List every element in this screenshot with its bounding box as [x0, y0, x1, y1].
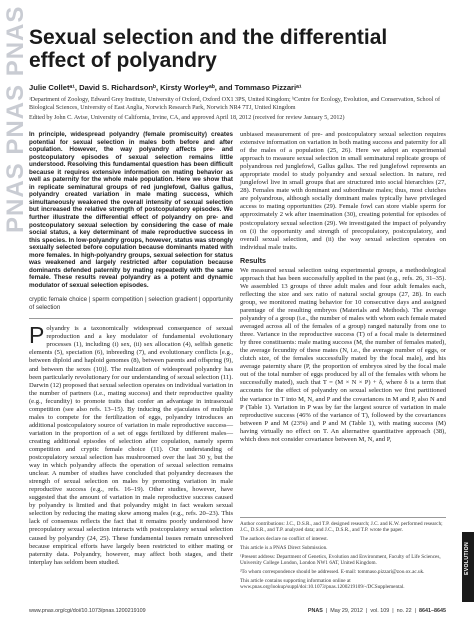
citation-info: PNAS | May 29, 2012 | vol. 109 | no. 22 | 8641–8645 — [307, 608, 446, 614]
doi-link[interactable]: www.pnas.org/cgi/doi/10.1073/pnas.1200219109 — [29, 608, 146, 614]
footnote[interactable]: This article contains supporting information online at www.pnas.org/lookup/suppl/doi:10.1073/pnas.1200219109/-/DCSupplemental. — [240, 577, 405, 590]
paper-title: Sexual selection and the differential effect of polyandry — [29, 26, 388, 72]
affiliations: ᵃDepartment of Zoology, Edward Grey Institute, University of Oxford, Oxford OX1 3PS, United Kingdom; ᵇCentre for Ecology, Evolution, and Conservation, School of Biological Sciences, University of East Anglia, Norwich Research Park, Norwich NR4 7TJ, United Kingdom — [29, 97, 440, 111]
edited-by-note: Edited by John C. Avise, University of California, Irvine, CA, and approved April 18, 2012 (received for review January 5, 2012) — [29, 115, 345, 121]
author-list: Julie Colletᵃ¹, David S. Richardsonᵇ, Kirsty Worleyᵃᵇ, and Tommaso Pizzariᵃ¹ — [29, 83, 302, 92]
issue-number: no. 22 — [396, 608, 412, 614]
footnote: This article is a PNAS Direct Submission. — [240, 544, 328, 551]
section-tab-label: EVOLUTION — [464, 542, 470, 575]
left-column — [29, 131, 233, 567]
footnote: Author contributions: J.C., D.S.R., and T.P. designed research; J.C. and K.W. performed research; J.C., D.S.R., and T.P. analyzed data; and J.C., D.S.R., and T.P. wrote the paper. — [240, 521, 443, 534]
journal-side-band — [0, 0, 29, 635]
abstract: In principle, widespread polyandry (female promiscuity) creates potential for sexual selection in males both before and after copulation. However, the way polyandry affects pre- and postcopulatory episodes of sexual selection remains little understood. Resolving this fundamental question has been difficult because it requires extensive information on mating behavior as well as paternity for the whole male population. Here we show that in replicate seminatural groups of red junglefowl, Gallus gallus, polyandry created variation in male mating success, which simultaneously weakened the overall intensity of sexual selection but increased the relative strength of postcopulatory episodes. We further illustrate the differential effect of polyandry on pre- and postcopulatory sexual selection by considering the case of male social status, a key determinant of male reproductive success in this species. In low-polyandry groups, however, status was strongly sexually selected before copulation because dominants mated with more females. In high-polyandry groups, sexual selection for status was weakened and largely restricted after copulation because dominants defended paternity by mating repeatedly with the same female. These results reveal polyandry as a potent and dynamic modulator of sexual selection episodes. — [29, 131, 233, 289]
drop-cap: P — [29, 322, 45, 349]
introduction-continued: unbiased measurement of pre- and postcopulatory sexual selection requires extensive information on variation in both mating success and paternity for all of the males of a population (25, 26). Here we adopt an experimental approach to measure sexual selection in small seminatural replicate groups of polyandrous red junglefowl, Gallus gallus. The red junglefowl represents an appropriate model to study polyandry and sexual selection. In nature, red junglefowl live in small groups that are structured into social hierarchies (27, 28). Females mate with dominant and subordinate males; thus, most clutches are polyandrous, although socially dominant males typically have privileged access to mating opportunities (29). Female fowl can store viable sperm for approximately 2 wk after insemination (30), creating potential for episodes of postcopulatory sexual selection (29). We investigated the impact of polyandry on (i) the opportunity and strength of precopulatory, postcopulatory, and overall sexual selection, and (ii) the way sexual selection operates on individual male traits. — [240, 131, 446, 251]
introduction — [29, 322, 233, 566]
footnote: ¹Present address: Department of Genetics, Evolution and Environment, Faculty of Life Sciences, University College London, London NW1 6AT, United Kingdom. — [240, 553, 441, 566]
page-range: 8641–8645 — [419, 608, 446, 614]
volume: vol. 109 — [370, 608, 390, 614]
results-text: We measured sexual selection using experimental groups, a methodological approach that has been successfully applied in the past (e.g., refs. 26, 31–35). We assembled 13 groups of three adult males and four adult females each, reflecting the size and sex ratio of natural social groups (27, 28). In each group, we monitored mating behavior for 10 consecutive days and assigned parentage of the resulting embryos (Materials and Methods). The average polyandry of a group (i.e., the number of males with whom each female mated averaged across all of the females of a group) ranged naturally from one to three. Variance in the reproductive success (T) of a focal male is determined by three constituents: male mating success (M, the number of females mated), the average fecundity of these mates (N, i.e., the average number of eggs, or clutch size, of the females successfully mated by the focal male), and his average paternity share (P, the proportion of embryos sired by the focal male out of the total number of eggs produced by all of the females with whom he successfully mated), such that T = (M × N × P) + δ, where δ is a term that accounts for the effect of polyandry on sexual selection we first partitioned the variance in T into M, N, and P and the covariances in M and P, also N and P (Table 1). Variation in P was by far the largest source of variation in male reproductive success (46% of the variance of T), followed by the covariances between P and M (23%) and P and M (Table 1), with mating success (M) having virtually no effect on T. An alternative quantitative approach (38), which does not consider covariance between M, N, and P, — [240, 266, 446, 443]
introduction-text: olyandry is a taxonomically widespread consequence of sexual reproduction and a key modulator of fundamental evolutionary processes (1), including (i) sex, (ii) sex allocation (4), selfish genetic elements (5), speciation (6), inbreeding (7), and evolutionary conflicts [e.g., between diploid and haploid genomes (8), between parents and offspring (9), and between the sexes (10)]. The realization of widespread polyandry has been particularly revolutionary for our understanding of sexual selection (11). Darwin (12) proposed that sexual selection operates on individual variation in the number of partners (i.e., mating success) and their reproductive quality (e.g., fecundity) to promote traits that confer an advantage in intrasexual competition (see also refs. 13–15). By inducing the ejaculates of multiple males to compete for the fertilization of eggs, polyandry introduces an additional postcopulatory source of variation in male reproductive success—variation in the proportion of a set of eggs fertilized by different males—creating additional episodes of selection after copulation, namely sperm competition and cryptic female choice (11). Our understanding of postcopulatory sexual selection has mushroomed over the last 30 y, but the way in which polyandry affects the operation of sexual selection remains unclear. A number of studies have concluded that polyandry decreases the strength of sexual selection on males by promoting variation in male reproductive success (e.g., refs. 16–19). Other studies, however, have suggested that the amount of variation in male reproductive success caused by polyandry is limited and that polyandry might in fact weaken sexual selection by reducing the mating skew among males (e.g., refs. 20–23). This lack of consensus reflects the fact that it remains poorly understood how precopulatory sexual selection interacts with postcopulatory sexual selection caused by polyandry (24, 25). These fundamental issues remain unresolved because empirical efforts have largely been restricted to either mating or paternity data. Polyandry, however, may affect both stages, and their interplay has seldom been studied. — [29, 325, 233, 566]
page-footer — [29, 608, 446, 618]
section-tab — [462, 532, 474, 602]
journal-name: PNAS — [307, 608, 323, 614]
pnas-logo-watermark: PNAS PNAS PNAS — [2, 5, 29, 233]
results-heading: Results — [240, 255, 266, 265]
right-column — [240, 131, 446, 444]
issue-date: May 29, 2012 — [330, 608, 363, 614]
keywords: cryptic female choice | sperm competition | selection gradient | opportunity of selection — [29, 296, 233, 319]
footnotes — [240, 517, 446, 593]
footnote: ²To whom correspondence should be addressed. E-mail: tommaso.pizzari@zoo.ox.ac.uk. — [240, 568, 425, 575]
footnote: The authors declare no conflict of interest. — [240, 536, 329, 543]
